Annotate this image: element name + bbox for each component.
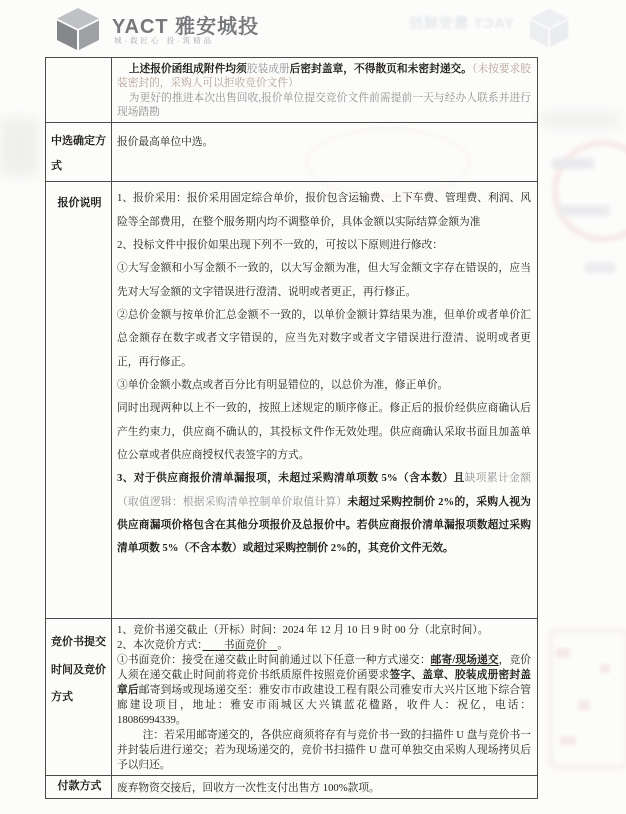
paragraph: 废弃物资交接后，回收方一次性支付出售方 100%款项。 [117, 782, 380, 795]
paragraph: 为更好的推进本次出售回收,报价单位提交竞价文件前需提前一天与经办人联系并进行现场踏勘 [117, 91, 531, 119]
row-label: 竞价书提交时间及竞价方式 [46, 619, 112, 775]
paragraph: ③单价金额小数点或者百分比有明显错位的，以总价为准，修正单价。 [117, 378, 449, 391]
paragraph: ②总价金额与按单价汇总金额不一致的，以单价金额计算结果为准，但单价或者单价汇总金额存在数字或者文字错误的，应当先对数字或者文字错误进行澄清、说明或者更正，再行修正。 [117, 308, 531, 368]
bleedthrough-mark [585, 262, 615, 273]
scan-artifact [0, 118, 38, 176]
row-label: 报价说明 [46, 182, 112, 618]
bleedthrough-brand-text: YACT 雅安城投 [408, 15, 514, 31]
table-row [46, 775, 537, 798]
row-label: 中选确定方式 [46, 123, 112, 182]
table-row [46, 122, 537, 182]
paragraph: 3、对于供应商报价清单漏报项，未超过采购清单项数 5%（含本数）且缺项累计金额（取值逻辑：根据采购清单控制单价取值计算）未超过采购控制价 2%的，采购人视为供应商漏项价格包含在其他分项报价及总报价中。若供应商报价清单漏报项数超过采购清单项数 5%（不含本数）或超过采购控制价 2%的，其竞价文件无效。 [117, 472, 531, 555]
bleedthrough-stamp [548, 628, 626, 770]
row-label: 付款方式 [46, 776, 112, 798]
row-content [112, 776, 537, 798]
brand-name: YACT 雅安城投 [112, 16, 260, 38]
table-row [46, 618, 537, 775]
paragraph: 2、投标文件中报价如果出现下列不一致的，可按以下原则进行修改： [117, 239, 443, 251]
paragraph: 1、报价采用：报价采用固定综合单价，报价包含运输费、上下车费、管理费、利润、风险等全部费用，在整个服务期内均不调整单价，具体金额以实际结算金额为准 [117, 192, 531, 228]
paragraph: 报价最高单位中选。 [117, 135, 214, 148]
bleedthrough-mark [560, 736, 576, 745]
row-content [112, 182, 537, 618]
paragraph: 1、竞价书递交截止（开标）时间：2024 年 12 月 10 日 9 时 00 分（北京时间）。 [117, 624, 489, 637]
row-label [46, 58, 112, 122]
paragraph: 上述报价函组成附件均须胶装成册后密封盖章，不得散页和未密封递交。（未按要求胶装密封的，采购人可以拒收竞价文件） [117, 63, 531, 90]
bleedthrough-mark [600, 664, 610, 673]
paragraph: 同时出现两种以上不一致的，按照上述规定的顺序修正。修正后的报价经供应商确认后产生约束力，供应商不确认的，其投标文件作无效处理。供应商确认采取书面且加盖单位公章或者供应商授权代表签字的方式。 [117, 402, 531, 461]
header-brand [54, 5, 354, 53]
bleedthrough-stamp [552, 140, 626, 242]
table-row [46, 181, 537, 618]
row-content [112, 58, 537, 122]
paragraph: 注：若采用邮寄递交的，各供应商须将存有与竞价书一致的扫描件 U 盘与竞价书一并封装后进行递交；若为现场递交的，竞价书扫描件 U 盘可单独交由采购人现场拷贝后予以归还。 [117, 729, 531, 772]
scan-artifact [540, 112, 620, 128]
bleedthrough-mark [560, 205, 610, 216]
paragraph: ①书面竞价：接受在递交截止时间前通过以下任意一种方式递交：邮寄/现场递交，竞价人须在递交截止时间前将竞价书纸质原件按照竞价函要求签字、盖章、胶装成册密封盖章后邮寄到场或现场递交至：雅安市市政建设工程有限公司雅安市大兴片区地下综合管廊建设项目，地址：雅安市雨城区大兴镇蓝花楹路，收件人：祝亿，电话：18086994339。 [117, 654, 531, 727]
bleedthrough-mark [552, 158, 594, 169]
bleedthrough-mark [578, 700, 590, 711]
brand-tagline: 城·载匠心 投·筑精品 [114, 36, 215, 45]
bleedthrough-mark [556, 648, 570, 658]
row-content [112, 619, 537, 775]
row-content [112, 123, 537, 182]
cube-logo-icon [54, 5, 102, 53]
bleedthrough-cube-icon [527, 6, 571, 50]
paragraph: ①大写金额和小写金额不一致的，以大写金额为准，但大写金额文字存在错误的，应当先对大写金额的文字错误进行澄清、说明或者更正，再行修正。 [117, 262, 531, 298]
table-row [46, 58, 537, 122]
procurement-table [45, 57, 538, 799]
paragraph: 2、本次竞价方式： 书面竞价 。 [117, 639, 289, 652]
